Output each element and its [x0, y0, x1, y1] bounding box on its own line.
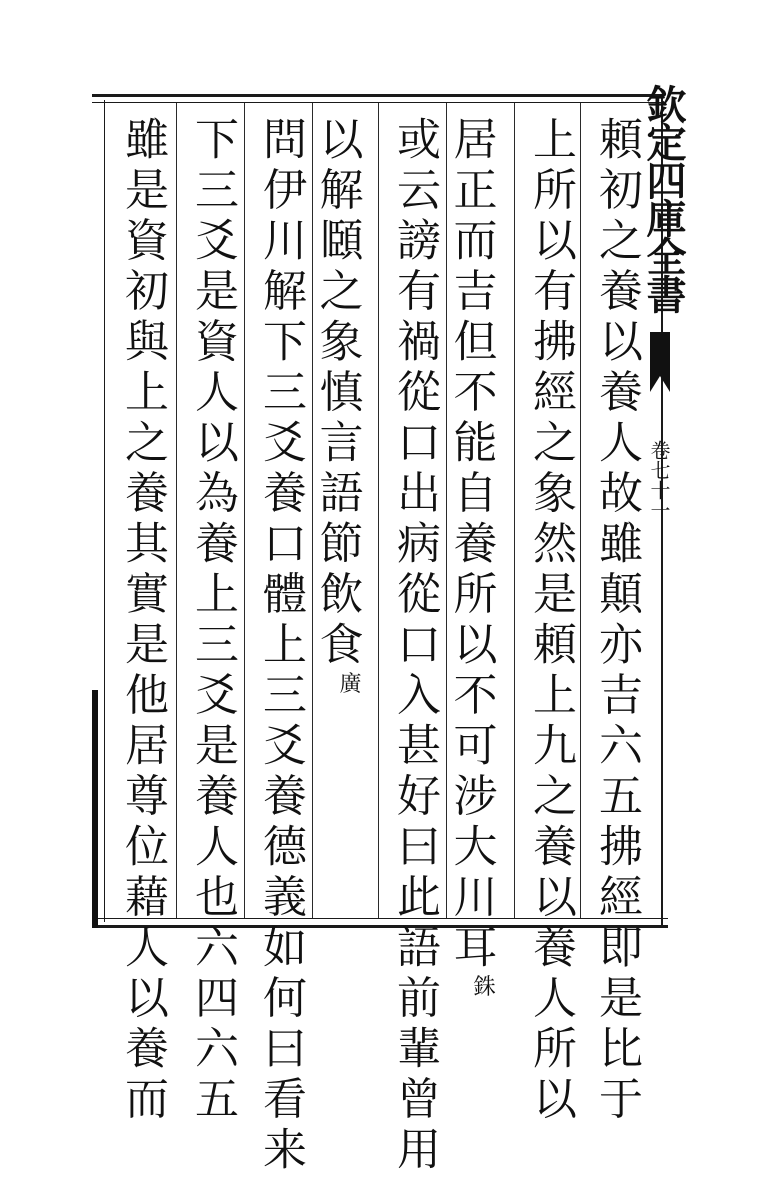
book-title: 欽定四庫全書	[640, 84, 687, 312]
text-column-4	[384, 116, 444, 1177]
annotation-note: 銖	[470, 974, 495, 997]
column-divider	[244, 103, 245, 918]
column-text: 下三爻是資人以為養上三爻是養人也六四六五	[187, 116, 238, 1126]
text-column-3	[445, 116, 512, 997]
column-text: 以解頥之象慎言語節飲食	[311, 116, 363, 672]
text-column-6	[250, 116, 310, 1177]
column-text: 頼初之養以養人故雖顛亦吉六五拂經即是比于	[591, 116, 642, 1126]
frame-bottom-rule	[92, 925, 668, 928]
frame-left-heavy-rule	[92, 690, 98, 928]
juan-label: 卷七十一	[647, 440, 671, 520]
column-divider	[580, 103, 581, 918]
column-divider	[514, 103, 515, 918]
frame-left-rule	[104, 100, 105, 922]
text-column-7	[182, 116, 242, 1126]
text-column-1	[586, 116, 646, 1126]
frame-top-rule	[92, 94, 664, 97]
column-text: 上所以有拂經之象然是頼上九之養以養人所以	[525, 116, 576, 1126]
text-column-5	[311, 116, 378, 916]
frame-bottom-inner-rule	[92, 918, 668, 919]
column-divider	[176, 103, 177, 918]
column-divider	[378, 103, 379, 918]
text-column-2	[520, 116, 580, 1126]
column-text: 問伊川解下三爻養口體上三爻養德義如何曰看来	[255, 116, 306, 1177]
column-text: 雖是資初與上之養其實是他居尊位藉人以養而	[117, 116, 168, 1126]
column-text: 或云謗有禍從口出病從口入甚好曰此語前輩曾用	[389, 116, 440, 1177]
text-column-8	[112, 116, 172, 1126]
annotation-note: 廣	[336, 671, 361, 694]
column-text: 居正而吉但不能自養所以不可涉大川耳	[445, 116, 497, 975]
fish-tail-mark-icon	[650, 332, 670, 392]
